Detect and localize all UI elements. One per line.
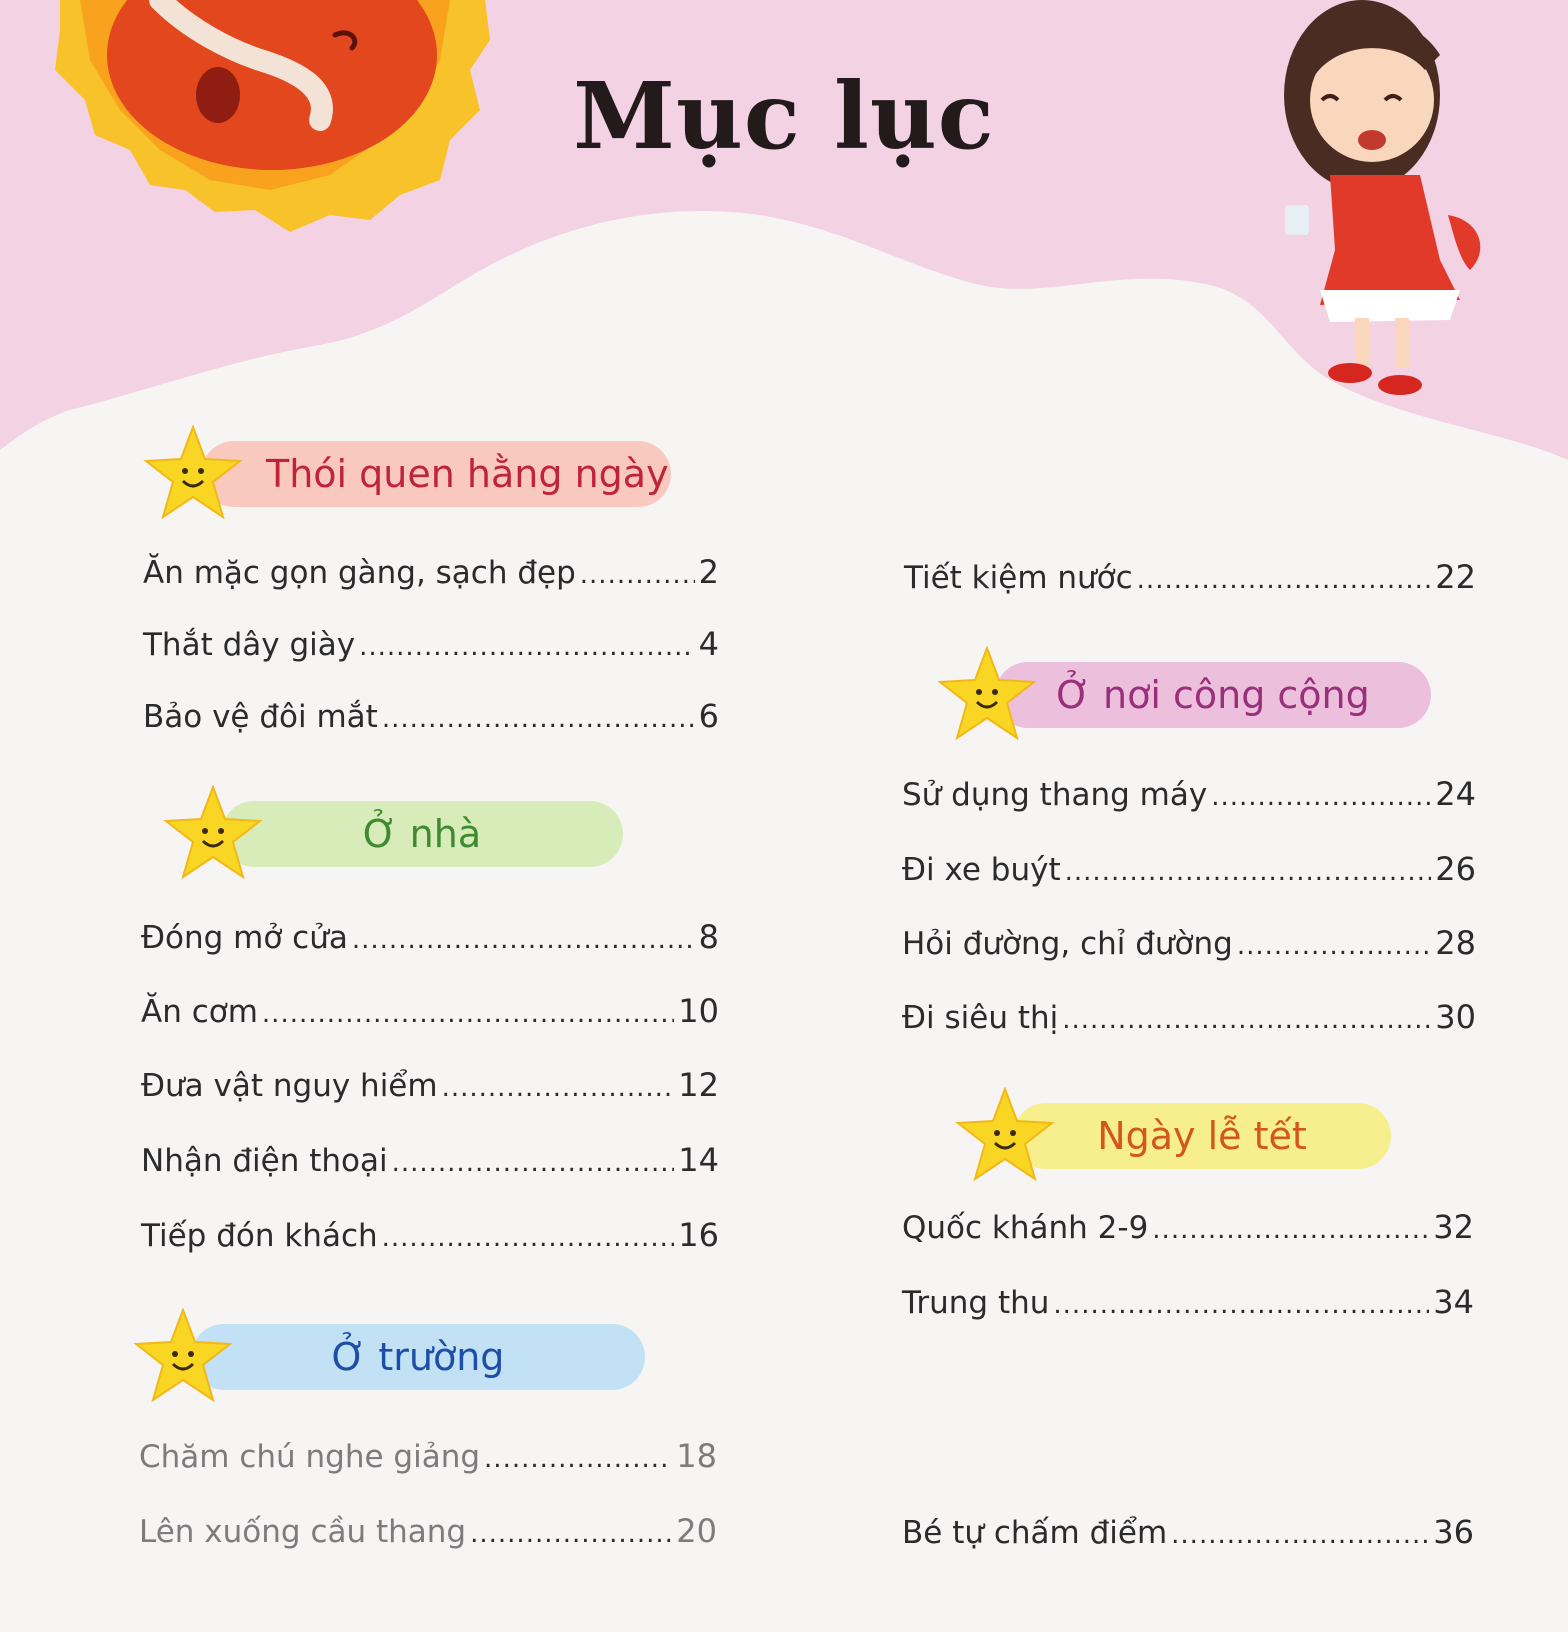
section-heading-at-home bbox=[163, 785, 623, 855]
toc-entry[interactable] bbox=[902, 998, 1476, 1036]
entry-label: Ăn cơm bbox=[141, 994, 258, 1030]
section-title: Ngày lễ tết bbox=[1097, 1114, 1307, 1158]
entry-page: 12 bbox=[678, 1066, 719, 1104]
section-heading-daily-habits bbox=[143, 425, 671, 495]
smiling-star-icon bbox=[163, 785, 263, 881]
section-title: Ở nhà bbox=[362, 812, 482, 856]
entry-label: Tiết kiệm nước bbox=[904, 560, 1133, 596]
section-heading-holidays bbox=[955, 1087, 1391, 1157]
entry-label: Quốc khánh 2-9 bbox=[902, 1210, 1149, 1246]
entry-page: 34 bbox=[1433, 1283, 1474, 1321]
section-title: Thói quen hằng ngày bbox=[266, 452, 669, 496]
entry-page: 30 bbox=[1435, 998, 1476, 1036]
entry-page: 32 bbox=[1433, 1208, 1474, 1246]
section-heading-at-school bbox=[133, 1308, 645, 1378]
dot-leader bbox=[382, 704, 695, 734]
smiling-star-icon bbox=[937, 646, 1037, 742]
smiling-star-icon bbox=[955, 1087, 1055, 1183]
entry-page: 2 bbox=[698, 553, 719, 591]
entry-label: Bé tự chấm điểm bbox=[902, 1515, 1168, 1551]
toc-entry[interactable] bbox=[902, 1208, 1474, 1246]
section-pill bbox=[1013, 1103, 1391, 1169]
dot-leader bbox=[1137, 565, 1432, 595]
section-pill bbox=[221, 801, 623, 867]
entry-page: 8 bbox=[698, 918, 719, 956]
dot-leader bbox=[1152, 1215, 1429, 1245]
entry-page: 28 bbox=[1435, 924, 1476, 962]
toc-entry[interactable] bbox=[141, 1066, 719, 1104]
entry-label: Đi xe buýt bbox=[902, 852, 1061, 888]
entry-label: Đi siêu thị bbox=[902, 1000, 1059, 1036]
entry-label: Đưa vật nguy hiểm bbox=[141, 1068, 438, 1104]
entry-label: Trung thu bbox=[902, 1285, 1050, 1321]
entry-label: Tiếp đón khách bbox=[141, 1218, 378, 1254]
entry-page: 6 bbox=[698, 697, 719, 735]
toc-entry[interactable] bbox=[141, 1216, 719, 1254]
toc-entry[interactable] bbox=[902, 850, 1476, 888]
dot-leader bbox=[1237, 931, 1431, 961]
entry-page: 24 bbox=[1435, 775, 1476, 813]
toc-entry[interactable] bbox=[139, 1437, 717, 1475]
entry-page: 14 bbox=[678, 1141, 719, 1179]
entry-label: Bảo vệ đôi mắt bbox=[143, 699, 378, 735]
smiling-star-icon bbox=[133, 1308, 233, 1404]
dot-leader bbox=[1053, 1290, 1429, 1320]
entry-page: 10 bbox=[678, 992, 719, 1030]
entry-label: Thắt dây giày bbox=[143, 627, 356, 663]
toc-entry[interactable] bbox=[143, 553, 719, 591]
toc-entry[interactable] bbox=[902, 924, 1476, 962]
entry-page: 26 bbox=[1435, 850, 1476, 888]
entry-page: 4 bbox=[698, 625, 719, 663]
dot-leader bbox=[382, 1223, 675, 1253]
entry-label: Chăm chú nghe giảng bbox=[139, 1439, 481, 1475]
toc-entry[interactable] bbox=[139, 1512, 717, 1550]
smiling-star-icon bbox=[143, 425, 243, 521]
entry-label: Sử dụng thang máy bbox=[902, 777, 1208, 813]
entry-label: Lên xuống cầu thang bbox=[139, 1514, 467, 1550]
entry-page: 16 bbox=[678, 1216, 719, 1254]
toc-entry[interactable] bbox=[141, 992, 719, 1030]
section-pill bbox=[995, 662, 1431, 728]
toc-entry[interactable] bbox=[902, 1283, 1474, 1321]
dot-leader bbox=[1062, 1005, 1431, 1035]
entry-page: 36 bbox=[1433, 1513, 1474, 1551]
entry-label: Ăn mặc gọn gàng, sạch đẹp bbox=[143, 555, 576, 591]
dot-leader bbox=[470, 1519, 672, 1549]
toc-entry-final[interactable] bbox=[902, 1513, 1474, 1551]
dot-leader bbox=[1065, 857, 1432, 887]
entry-page: 22 bbox=[1435, 558, 1476, 596]
dot-leader bbox=[484, 1444, 672, 1474]
section-pill bbox=[201, 441, 671, 507]
page-title: Mục lục bbox=[573, 62, 995, 170]
entry-label: Đóng mở cửa bbox=[141, 920, 348, 956]
section-heading-public-places bbox=[937, 646, 1431, 716]
dot-leader bbox=[359, 632, 695, 662]
entry-page: 20 bbox=[676, 1512, 717, 1550]
entry-page: 18 bbox=[676, 1437, 717, 1475]
toc-entry[interactable] bbox=[143, 625, 719, 663]
toc-entry[interactable] bbox=[141, 918, 719, 956]
dot-leader bbox=[262, 999, 674, 1029]
dot-leader bbox=[352, 925, 695, 955]
dot-leader bbox=[392, 1148, 675, 1178]
toc-entry[interactable] bbox=[904, 558, 1476, 596]
toc-entry[interactable] bbox=[143, 697, 719, 735]
toc-entry[interactable] bbox=[902, 775, 1476, 813]
section-pill bbox=[191, 1324, 645, 1390]
dot-leader bbox=[442, 1073, 675, 1103]
entry-label: Nhận điện thoại bbox=[141, 1143, 388, 1179]
dot-leader bbox=[1171, 1520, 1429, 1550]
section-title: Ở nơi công cộng bbox=[1056, 673, 1370, 717]
dot-leader bbox=[1211, 782, 1431, 812]
section-title: Ở trường bbox=[331, 1335, 505, 1379]
toc-entry[interactable] bbox=[141, 1141, 719, 1179]
dot-leader bbox=[580, 560, 695, 590]
entry-label: Hỏi đường, chỉ đường bbox=[902, 926, 1233, 962]
